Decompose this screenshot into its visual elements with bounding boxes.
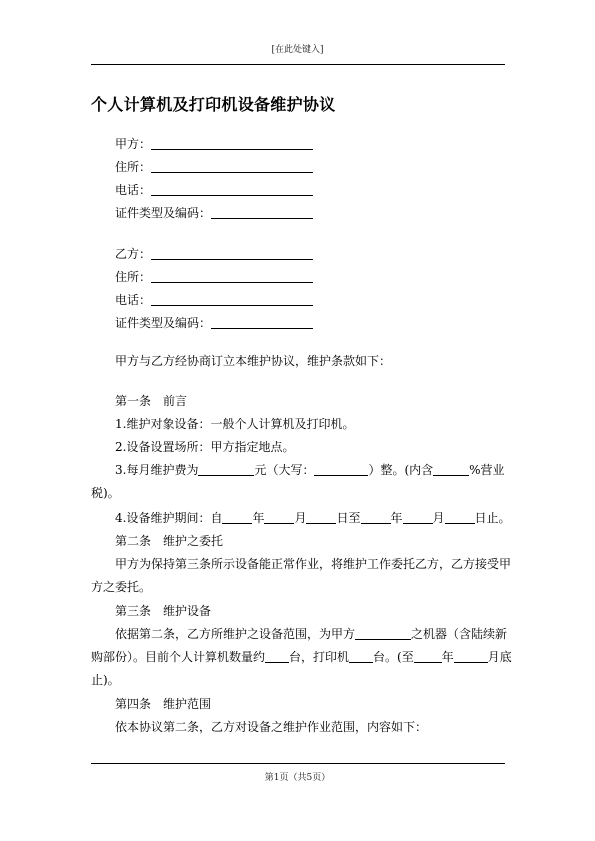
start-year-blank[interactable] <box>222 511 252 524</box>
party-b-phone-label: 电话： <box>115 293 152 307</box>
article-3-line-1 <box>115 627 507 641</box>
tax-rate-blank[interactable] <box>433 463 469 476</box>
end-year-blank[interactable] <box>361 511 391 524</box>
party-a-machine-blank[interactable] <box>355 627 411 640</box>
month-label-2: 月 <box>432 511 445 525</box>
intro-text: 甲方与乙方经协商订立本维护协议，维护条款如下： <box>115 354 392 368</box>
party-a-id-label: 证件类型及编码： <box>115 206 212 220</box>
party-a-id-blank[interactable] <box>211 206 313 219</box>
party-b-name-blank[interactable] <box>151 247 313 260</box>
party-b-id-label: 证件类型及编码： <box>115 316 212 330</box>
pc-count-label: 购部份）。目前个人计算机数量约 <box>91 650 266 664</box>
fee-capital-blank[interactable] <box>314 463 368 476</box>
end-month-blank[interactable] <box>403 511 433 524</box>
machine-suffix-label: 之机器（含陆续新 <box>411 627 508 641</box>
until-year-blank[interactable] <box>414 650 442 663</box>
month-end-label: 月底 <box>487 650 512 664</box>
party-a-phone-label: 电话： <box>115 183 152 197</box>
document-title: 个人计算机及打印机设备维护协议 <box>91 95 336 114</box>
party-a-phone-field <box>115 183 313 197</box>
party-b-name-field <box>115 247 313 261</box>
period-label: 4.设备维护期间：自 <box>115 511 223 525</box>
article-4-line-1: 依本协议第二条，乙方对设备之维护作业范围，内容如下： <box>115 720 428 734</box>
party-a-name-blank[interactable] <box>151 137 313 150</box>
article-1-heading: 第一条 前言 <box>115 394 188 408</box>
party-a-id-field <box>115 206 313 220</box>
article-3-heading: 第三条 维护设备 <box>115 604 212 618</box>
footer-divider <box>91 763 505 764</box>
pc-count-blank[interactable] <box>265 650 289 663</box>
day-end-label: 日止。 <box>474 511 511 525</box>
year-label: 年 <box>252 511 265 525</box>
start-month-blank[interactable] <box>264 511 294 524</box>
printer-count-label: 台，打印机 <box>289 650 350 664</box>
fee-capital-label: 元（大写： <box>254 463 315 477</box>
scope-label: 依据第二条，乙方所维护之设备范围，为甲方 <box>115 627 356 641</box>
party-b-name-label: 乙方： <box>115 247 152 261</box>
party-a-name-label: 甲方： <box>115 137 152 151</box>
page-header[interactable]: [在此处键入] <box>271 45 324 55</box>
header-divider <box>91 64 505 65</box>
tax-included-label: ）整。(内含 <box>368 463 434 477</box>
article-3-line-3: 止)。 <box>91 673 120 687</box>
article-2-heading: 第二条 维护之委托 <box>115 534 224 548</box>
party-b-phone-blank[interactable] <box>151 293 313 306</box>
until-year-label: 年 <box>441 650 454 664</box>
article-1-item-1: 1.维护对象设备：一般个人计算机及打印机。 <box>115 417 355 431</box>
article-1-item-2: 2.设备设置场所：甲方指定地点。 <box>115 440 295 454</box>
party-a-name-field <box>115 137 313 151</box>
party-a-address-blank[interactable] <box>151 160 313 173</box>
party-b-id-blank[interactable] <box>211 316 313 329</box>
party-b-address-blank[interactable] <box>151 270 313 283</box>
until-label: 台。(至 <box>373 650 414 664</box>
article-3-line-2 <box>91 650 512 664</box>
until-month-blank[interactable] <box>454 650 488 663</box>
article-2-line-1: 甲方为保持第三条所示设备能正常作业，将维护工作委托乙方，乙方接受甲 <box>115 557 512 571</box>
end-day-blank[interactable] <box>445 511 475 524</box>
day-to-label: 日至 <box>336 511 361 525</box>
month-label: 月 <box>294 511 307 525</box>
article-1-item-3-cont: 税)。 <box>91 486 120 500</box>
fee-amount-blank[interactable] <box>198 463 254 476</box>
start-day-blank[interactable] <box>306 511 336 524</box>
tax-percent-label: %营业 <box>469 463 505 477</box>
party-b-address-label: 住所： <box>115 270 152 284</box>
party-a-address-label: 住所： <box>115 160 152 174</box>
article-1-item-3 <box>115 463 505 477</box>
party-b-phone-field <box>115 293 313 307</box>
article-1-item-4 <box>115 511 511 525</box>
page-number: 第1页（共5页） <box>264 773 331 783</box>
party-b-address-field <box>115 270 313 284</box>
party-a-address-field <box>115 160 313 174</box>
party-b-id-field <box>115 316 313 330</box>
year-label-2: 年 <box>390 511 403 525</box>
article-4-heading: 第四条 维护范围 <box>115 697 212 711</box>
article-2-line-2: 方之委托。 <box>91 580 152 594</box>
printer-count-blank[interactable] <box>349 650 373 663</box>
fee-label: 3.每月维护费为 <box>115 463 199 477</box>
party-a-phone-blank[interactable] <box>151 183 313 196</box>
